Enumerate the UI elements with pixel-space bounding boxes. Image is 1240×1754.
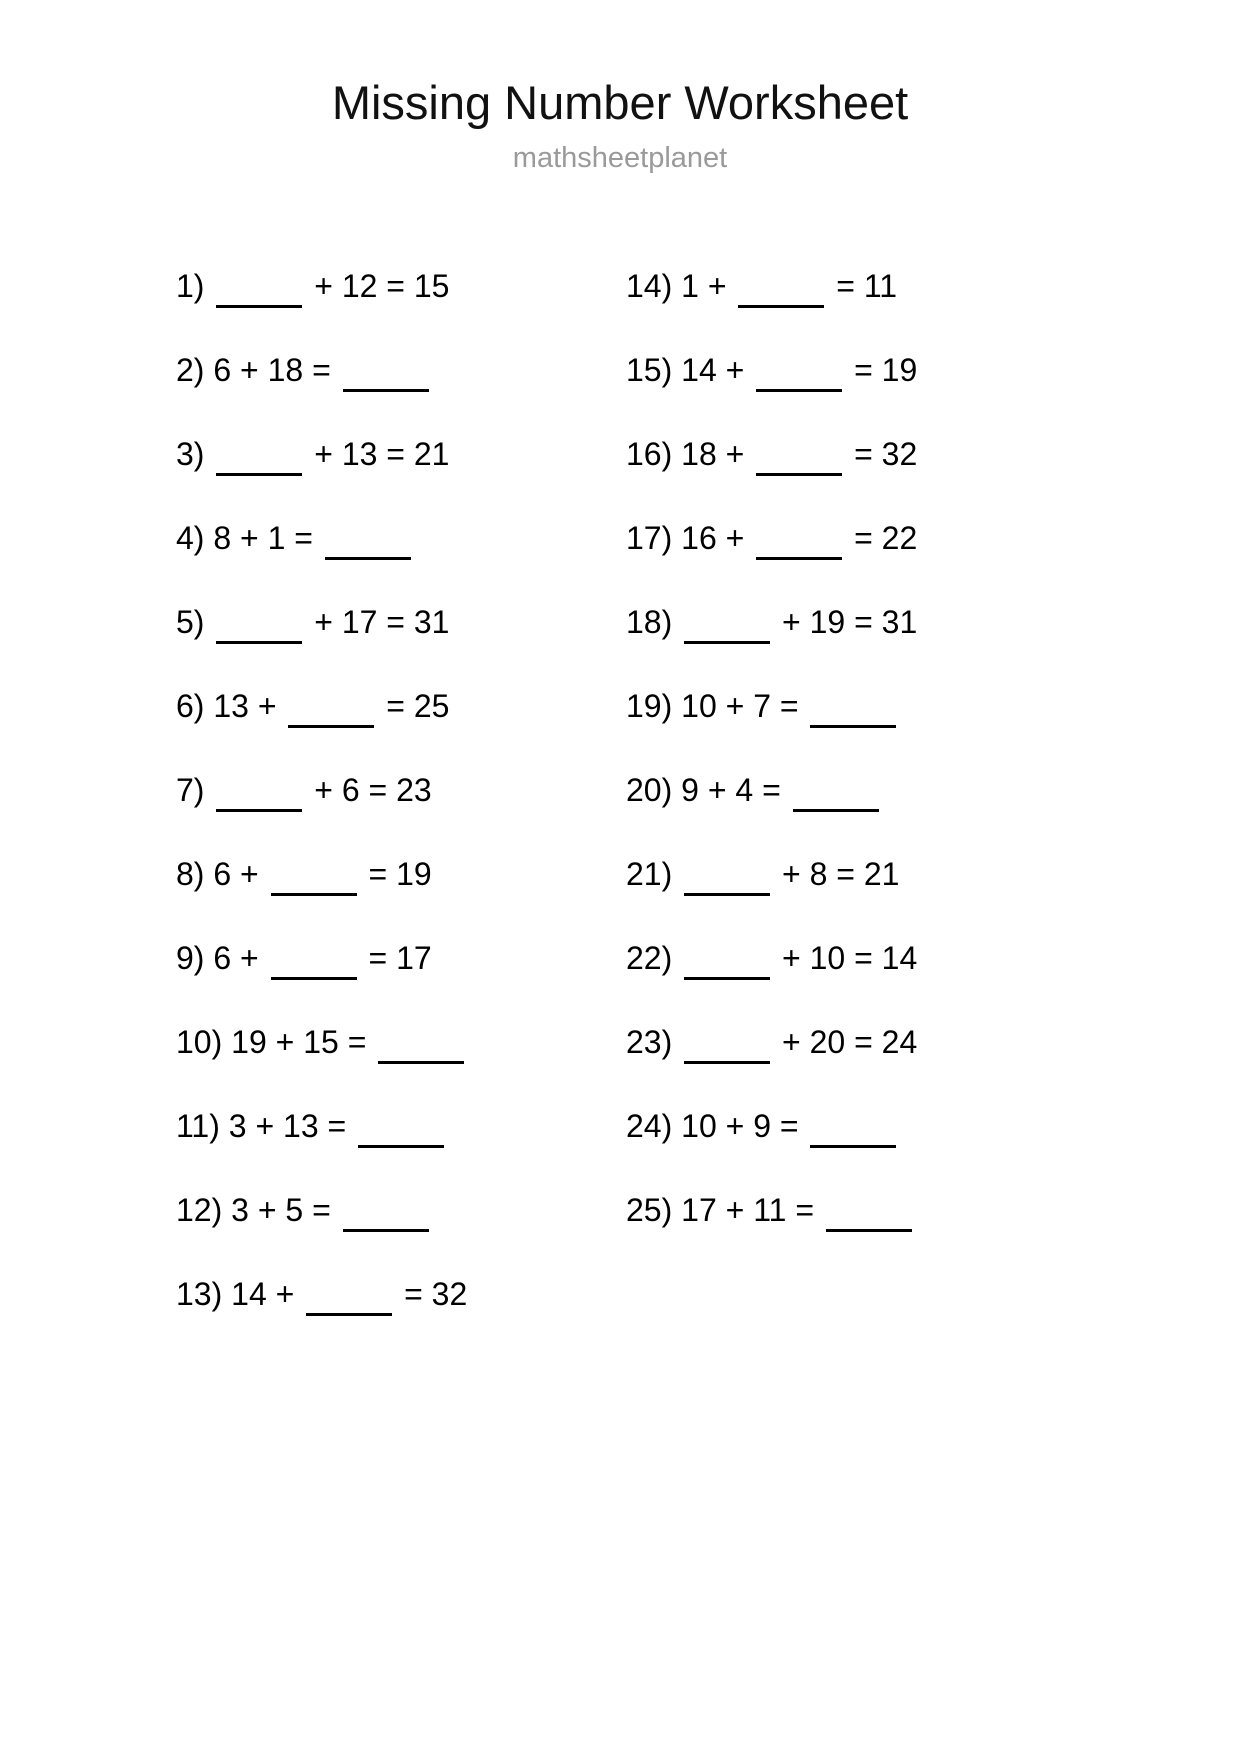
operator: + [305, 772, 342, 809]
problem-number: 13) [176, 1276, 232, 1313]
problem-row [176, 606, 626, 690]
left-column [176, 270, 626, 1362]
answer-blank[interactable] [271, 977, 357, 980]
operand-second: 19 [809, 604, 846, 641]
equals-sign: = [377, 436, 414, 473]
equals-sign: = [359, 940, 397, 977]
problem-number: 25) [626, 1192, 682, 1229]
equals-sign: = [786, 1192, 823, 1229]
operand-first: 8 [213, 520, 232, 557]
result-value: 17 [396, 940, 432, 977]
result-value: 31 [881, 604, 918, 641]
operator: + [248, 1192, 286, 1229]
result-value: 22 [881, 520, 918, 557]
operand-second: 11 [753, 1192, 787, 1229]
answer-blank[interactable] [358, 1145, 444, 1148]
operand-second: 12 [341, 268, 378, 305]
operator: + [773, 856, 810, 893]
operator: + [246, 1108, 284, 1145]
operator: + [773, 940, 810, 977]
answer-blank[interactable] [826, 1229, 912, 1232]
operator: + [231, 940, 268, 977]
operand-first: 9 [681, 772, 699, 809]
result-value: 23 [396, 772, 432, 809]
operand-second: 4 [735, 772, 754, 809]
operand-first: 14 [231, 1276, 267, 1313]
problem-number: 9) [176, 940, 214, 977]
answer-blank[interactable] [756, 557, 842, 560]
problem-number: 7) [176, 772, 214, 809]
problem-row [626, 438, 1086, 522]
operand-first: 6 [213, 856, 232, 893]
answer-blank[interactable] [684, 1061, 770, 1064]
operator: + [716, 436, 754, 473]
result-value: 24 [881, 1024, 918, 1061]
operand-second: 15 [303, 1024, 339, 1061]
answer-blank[interactable] [343, 1229, 429, 1232]
problem-row [176, 354, 626, 438]
operator: + [698, 772, 736, 809]
result-value: 21 [413, 436, 450, 473]
equals-sign: = [377, 268, 414, 305]
equals-sign: = [771, 688, 808, 725]
result-value: 14 [881, 940, 918, 977]
problem-number: 21) [626, 856, 682, 893]
operand-first: 16 [681, 520, 717, 557]
problem-number: 15) [626, 352, 682, 389]
answer-blank[interactable] [684, 977, 770, 980]
problem-row [626, 942, 1086, 1026]
operand-second: 8 [809, 856, 828, 893]
problem-row [626, 690, 1086, 774]
equals-sign: = [845, 940, 882, 977]
operand-second: 1 [267, 520, 286, 557]
operand-first: 17 [681, 1192, 717, 1229]
problems-area [0, 270, 1240, 1362]
operand-second: 10 [809, 940, 846, 977]
operand-first: 19 [231, 1024, 267, 1061]
operator: + [248, 688, 286, 725]
result-value: 11 [863, 268, 898, 305]
operand-first: 6 [213, 352, 232, 389]
problem-row [176, 774, 626, 858]
answer-blank[interactable] [216, 809, 302, 812]
problem-row [176, 942, 626, 1026]
operator: + [716, 1192, 754, 1229]
answer-blank[interactable] [216, 305, 302, 308]
answer-blank[interactable] [378, 1061, 464, 1064]
problem-row [626, 522, 1086, 606]
problem-number: 8) [176, 856, 214, 893]
operand-first: 10 [681, 1108, 717, 1145]
equals-sign: = [318, 1108, 356, 1145]
problem-row [626, 858, 1086, 942]
operator: + [773, 1024, 810, 1061]
result-value: 25 [413, 688, 450, 725]
operand-second: 9 [753, 1108, 771, 1145]
answer-blank[interactable] [810, 725, 896, 728]
answer-blank[interactable] [288, 725, 374, 728]
problem-row [176, 858, 626, 942]
right-column [626, 270, 1086, 1278]
equals-sign: = [845, 352, 882, 389]
operator: + [305, 436, 342, 473]
problem-number: 14) [626, 268, 682, 305]
equals-sign: = [845, 520, 882, 557]
result-value: 32 [431, 1276, 468, 1313]
equals-sign: = [303, 1192, 340, 1229]
answer-blank[interactable] [738, 305, 824, 308]
operator: + [305, 268, 342, 305]
operand-second: 13 [341, 436, 378, 473]
equals-sign: = [845, 1024, 882, 1061]
operand-first: 1 [681, 268, 699, 305]
operand-first: 3 [228, 1108, 247, 1145]
answer-blank[interactable] [306, 1313, 392, 1316]
problem-row [176, 1278, 626, 1362]
problem-number: 22) [626, 940, 682, 977]
problem-number: 10) [176, 1024, 232, 1061]
equals-sign: = [827, 268, 864, 305]
problem-row [176, 1194, 626, 1278]
operator: + [773, 604, 810, 641]
operand-second: 13 [283, 1108, 319, 1145]
problem-number: 1) [176, 268, 214, 305]
problem-number: 3) [176, 436, 214, 473]
operator: + [231, 856, 268, 893]
operand-second: 7 [753, 688, 771, 725]
equals-sign: = [377, 688, 414, 725]
problem-row [626, 270, 1086, 354]
equals-sign: = [338, 1024, 376, 1061]
problem-number: 16) [626, 436, 682, 473]
problem-number: 18) [626, 604, 682, 641]
problem-number: 11) [176, 1108, 229, 1145]
operator: + [716, 1108, 754, 1145]
answer-blank[interactable] [325, 557, 411, 560]
operator: + [698, 268, 736, 305]
equals-sign: = [395, 1276, 432, 1313]
answer-blank[interactable] [343, 389, 429, 392]
equals-sign: = [359, 856, 397, 893]
result-value: 19 [396, 856, 432, 893]
operator: + [231, 352, 268, 389]
answer-blank[interactable] [684, 893, 770, 896]
problem-number: 5) [176, 604, 214, 641]
operand-second: 17 [341, 604, 378, 641]
problem-row [626, 1110, 1086, 1194]
problem-number: 23) [626, 1024, 682, 1061]
problem-number: 17) [626, 520, 682, 557]
problem-row [176, 1026, 626, 1110]
problem-number: 20) [626, 772, 682, 809]
equals-sign: = [827, 856, 864, 893]
problem-row [626, 606, 1086, 690]
operator: + [231, 520, 268, 557]
problem-row [176, 1110, 626, 1194]
operator: + [716, 520, 754, 557]
result-value: 19 [881, 352, 918, 389]
page-title: Missing Number Worksheet [331, 76, 909, 129]
problem-row [176, 690, 626, 774]
answer-blank[interactable] [756, 473, 842, 476]
operand-second: 18 [267, 352, 304, 389]
worksheet-subtitle: mathsheetplanet [512, 141, 728, 174]
operator: + [305, 604, 342, 641]
operand-second: 20 [809, 1024, 846, 1061]
answer-blank[interactable] [810, 1145, 896, 1148]
answer-blank[interactable] [271, 893, 357, 896]
operand-first: 14 [681, 352, 717, 389]
operand-first: 6 [213, 940, 232, 977]
operator: + [266, 1024, 304, 1061]
problem-number: 24) [626, 1108, 682, 1145]
operand-first: 18 [681, 436, 717, 473]
answer-blank[interactable] [793, 809, 879, 812]
answer-blank[interactable] [756, 389, 842, 392]
answer-blank[interactable] [684, 641, 770, 644]
result-value: 15 [413, 268, 450, 305]
operator: + [716, 688, 754, 725]
answer-blank[interactable] [216, 641, 302, 644]
operand-second: 5 [285, 1192, 304, 1229]
problem-row [626, 774, 1086, 858]
operand-first: 10 [681, 688, 717, 725]
operand-first: 3 [231, 1192, 249, 1229]
problem-number: 6) [176, 688, 214, 725]
problem-row [176, 270, 626, 354]
result-value: 21 [863, 856, 900, 893]
problem-row [176, 438, 626, 522]
operator: + [266, 1276, 304, 1313]
answer-blank[interactable] [216, 473, 302, 476]
equals-sign: = [753, 772, 790, 809]
operand-first: 13 [213, 688, 249, 725]
problem-row [626, 1026, 1086, 1110]
equals-sign: = [377, 604, 414, 641]
operator: + [716, 352, 754, 389]
problem-number: 12) [176, 1192, 232, 1229]
problem-number: 4) [176, 520, 214, 557]
equals-sign: = [285, 520, 322, 557]
problem-row [626, 354, 1086, 438]
equals-sign: = [771, 1108, 808, 1145]
equals-sign: = [303, 352, 340, 389]
problem-number: 19) [626, 688, 682, 725]
problem-row [176, 522, 626, 606]
equals-sign: = [845, 436, 882, 473]
result-value: 31 [413, 604, 450, 641]
equals-sign: = [359, 772, 397, 809]
equals-sign: = [845, 604, 882, 641]
problem-number: 2) [176, 352, 214, 389]
problem-row [626, 1194, 1086, 1278]
operand-second: 6 [341, 772, 360, 809]
result-value: 32 [881, 436, 918, 473]
worksheet-header [0, 0, 1240, 173]
